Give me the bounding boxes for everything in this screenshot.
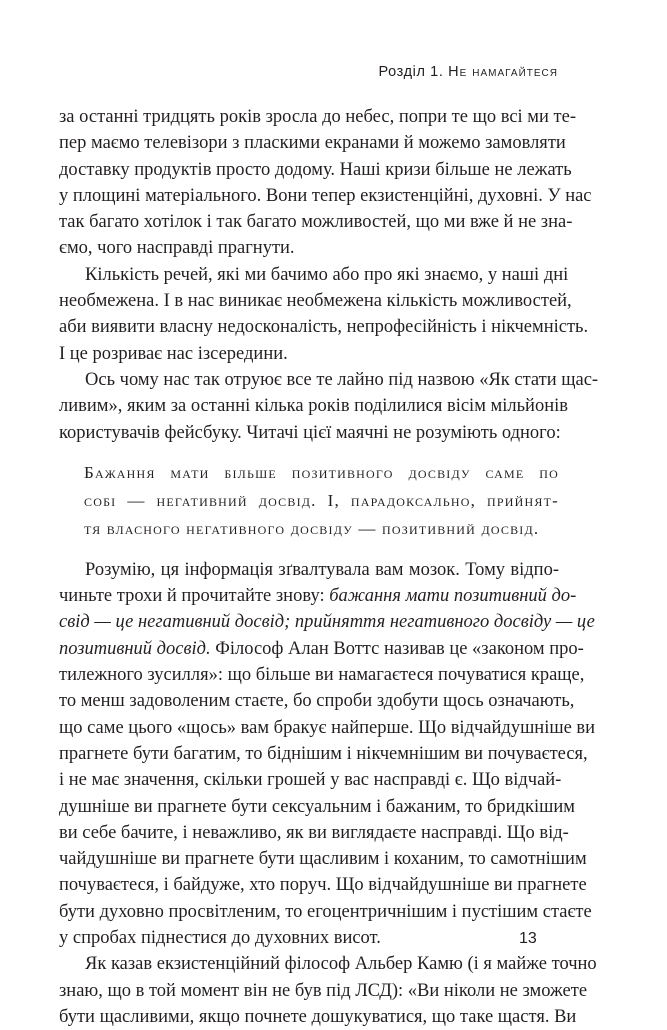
running-header [379, 64, 558, 80]
quote-line: собі — негативний досвід. І, парадоксально, прийнят- [84, 490, 559, 510]
text-line: Ось чому нас так отруює все те лайно під назвою «Як стати щас- [85, 369, 599, 390]
text-line: Кількість речей, які ми бачимо або про які знаємо, у наші дні [85, 264, 569, 285]
paragraph-3 [59, 367, 599, 446]
text-line: пер маємо телевізори з пласкими екранами й можемо замовляти [59, 133, 566, 154]
italic-run: позитивний досвід. [59, 638, 211, 659]
paragraph-4 [59, 557, 596, 951]
text-line: доставку продуктів просто додому. Наші кризи більше не лежать [59, 159, 572, 180]
text-run: чиньте трохи й прочитайте знову: [59, 586, 330, 607]
text-line: що саме цього «щось» вам бракує найперше. Що відчайдушніше ви [59, 717, 596, 738]
quote-line: Бажання мати більше позитивного досвіду саме по [84, 462, 559, 482]
text-line: знаю, що в той момент він не був під ЛСД): «Ви ніколи не зможете [59, 980, 588, 1001]
text-line: чайдушніше ви прагнете бути щасливим і коханим, то самотнішим [59, 849, 587, 870]
italic-run: бажання мати позитивний до- [329, 586, 577, 607]
quote-line: тя власного негативного досвіду — позитивний досвід. [84, 518, 540, 538]
text-line: ливим», яким за останні кілька років поділилися вісім мільйонів [59, 396, 568, 417]
text-line [59, 583, 577, 609]
chapter-title: Не намагайтеся [448, 64, 558, 80]
text-line: користувачів фейсбуку. Читачі цієї маячні не розуміють одного: [59, 422, 561, 443]
block-quote [59, 459, 559, 543]
text-line: Розумію, ця інформація зґвалтувала вам мозок. Тому відпо- [85, 559, 559, 580]
text-line [59, 636, 584, 662]
text-run: Філософ Алан Воттс називав це «законом про- [210, 638, 584, 659]
text-line: Як казав екзистенційний філософ Альбер Камю (і я майже точно [85, 954, 597, 975]
text-line: ви себе бачите, і неважливо, як ви виглядаєте насправді. Що від- [59, 822, 569, 843]
paragraph-5 [59, 951, 597, 1030]
paragraph-1 [59, 104, 592, 262]
text-line: аби виявити власну недосконалість, непрофесійність і нікчемність. [59, 317, 589, 338]
chapter-label: Розділ 1. [378, 64, 444, 80]
text-line: бути духовно просвітленим, то егоцентричнішим і пустішим стаєте [59, 901, 592, 922]
text-line: і не має значення, скільки грошей у вас насправді є. Що відчай- [59, 770, 562, 791]
text-line: тилежного зусилля»: що більше ви намагаєтеся почуватися краще, [59, 665, 585, 686]
text-line: бути щасливими, якщо почнете дошукуватися, що таке щастя. Ви [59, 1006, 577, 1027]
text-line: почуваєтеся, і байдуже, хто поруч. Що відчайдушніше ви прагнете [59, 875, 587, 896]
text-line: у площині матеріального. Вони тепер екзистенційні, духовні. У нас [59, 185, 592, 206]
text-line: ємо, чого насправді прагнути. [59, 238, 295, 259]
text-line: душніше ви прагнете бути сексуальним і бажаним, то бридкішим [59, 796, 575, 817]
page-body [59, 104, 599, 1030]
text-line: прагнете бути багатим, то біднішим і нікчемнішим ви почуваєтеся, [59, 743, 588, 764]
paragraph-2 [59, 262, 589, 367]
text-line: І це розриває нас ізсередини. [59, 343, 288, 364]
text-line: необмежена. І в нас виникає необмежена кількість можливостей, [59, 291, 572, 312]
page-number: 13 [519, 930, 537, 947]
text-line: у спробах піднестися до духовних висот. [59, 928, 381, 949]
text-line: так багато хотілок і так багато можливостей, що ми вже й не зна- [59, 212, 573, 233]
italic-line: свід — це негативний досвід; прийняття негативного досвіду — це [59, 612, 595, 633]
text-line: за останні тридцять років зросла до небес, попри те що всі ми те- [59, 107, 576, 127]
text-line: то менш задоволеним стаєте, бо спроби здобути щось означають, [59, 691, 575, 712]
